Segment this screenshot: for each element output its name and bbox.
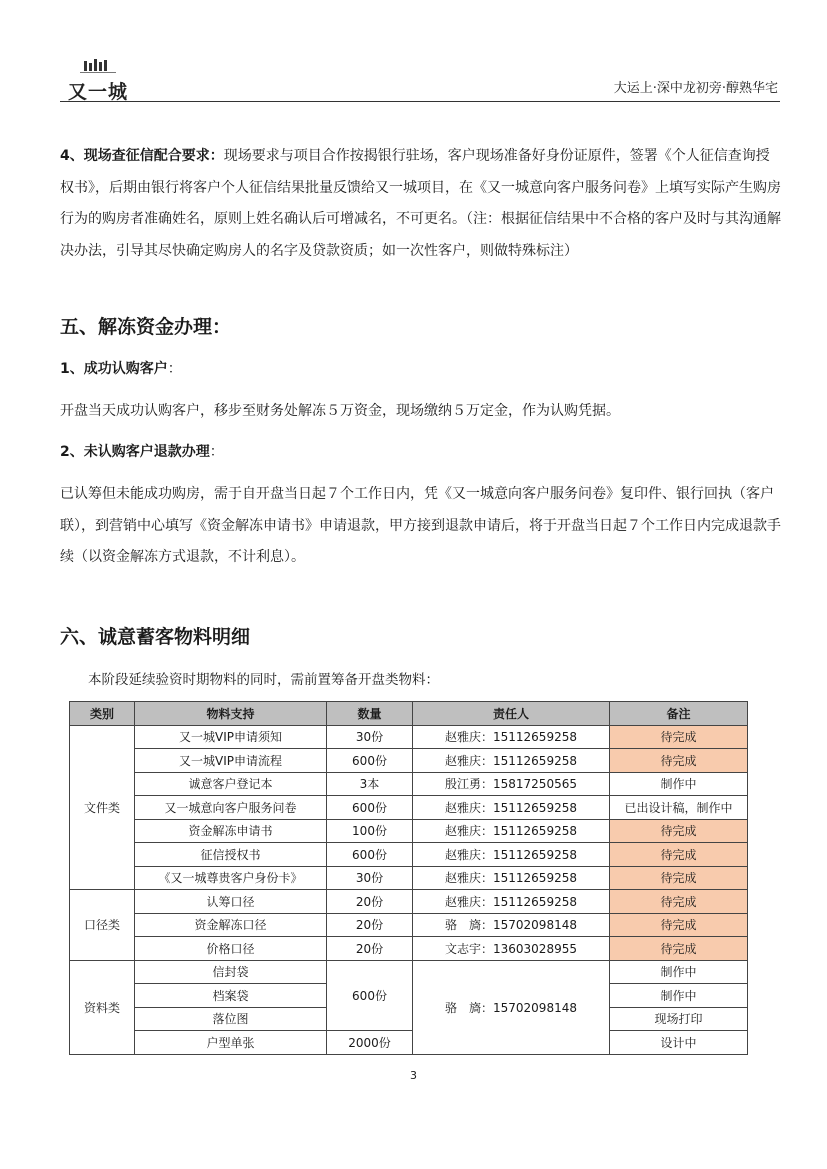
item-one-heading bbox=[60, 359, 182, 379]
table-row bbox=[70, 819, 748, 843]
material-cell: 又一城意向客户服务问卷 bbox=[135, 796, 327, 820]
material-cell: 诚意客户登记本 bbox=[135, 772, 327, 796]
header-note: 备注 bbox=[610, 702, 748, 726]
quantity-cell: 100份 bbox=[327, 819, 413, 843]
owner-cell: 文志宇：13603028955 bbox=[413, 937, 610, 961]
page-number: 3 bbox=[410, 1069, 417, 1082]
table-row bbox=[70, 725, 748, 749]
table-row bbox=[70, 843, 748, 867]
brand-logo bbox=[68, 59, 129, 103]
item-one-text: 开盘当天成功认购客户，移步至财务处解冻５万资金，现场缴纳５万定金，作为认购凭据。 bbox=[60, 403, 620, 419]
note-cell: 制作中 bbox=[610, 984, 748, 1008]
group-cell-scripts: 口径类 bbox=[70, 890, 135, 961]
owner-cell: 赵雅庆：15112659258 bbox=[413, 725, 610, 749]
material-cell: 又一城VIP申请流程 bbox=[135, 749, 327, 773]
table-row bbox=[70, 796, 748, 820]
material-cell: 认筹口径 bbox=[135, 890, 327, 914]
table-row bbox=[70, 890, 748, 914]
note-cell: 待完成 bbox=[610, 866, 748, 890]
note-cell: 制作中 bbox=[610, 960, 748, 984]
group-cell-collateral: 资料类 bbox=[70, 960, 135, 1054]
material-cell: 落位图 bbox=[135, 1007, 327, 1031]
note-cell: 现场打印 bbox=[610, 1007, 748, 1031]
quantity-cell: 30份 bbox=[327, 725, 413, 749]
item-two-heading bbox=[60, 442, 224, 462]
item-two-colon: ： bbox=[209, 444, 224, 460]
quantity-cell-shared: 600份 bbox=[327, 960, 413, 1031]
item-one-label: 1、成功认购客户 bbox=[60, 361, 168, 377]
header-slogan: 大运上·深中龙初旁·醇熟华宅 bbox=[613, 81, 778, 96]
note-cell: 设计中 bbox=[610, 1031, 748, 1055]
section-six-title: 六、诚意蓄客物料明细 bbox=[60, 626, 251, 648]
item-two-label: 2、未认购客户退款办理 bbox=[60, 444, 210, 460]
logo-text: 又一城 bbox=[68, 81, 129, 103]
note-cell: 待完成 bbox=[610, 937, 748, 961]
material-cell: 资金解冻口径 bbox=[135, 913, 327, 937]
note-cell: 待完成 bbox=[610, 749, 748, 773]
section-six-intro: 本阶段延续验资时期物料的同时，需前置筹备开盘类物料： bbox=[88, 672, 439, 688]
material-cell: 资金解冻申请书 bbox=[135, 819, 327, 843]
quantity-cell: 3本 bbox=[327, 772, 413, 796]
note-cell: 待完成 bbox=[610, 843, 748, 867]
material-cell: 档案袋 bbox=[135, 984, 327, 1008]
owner-cell: 赵雅庆：15112659258 bbox=[413, 890, 610, 914]
owner-cell: 骆 旖：15702098148 bbox=[413, 913, 610, 937]
material-cell: 户型单张 bbox=[135, 1031, 327, 1055]
owner-cell: 赵雅庆：15112659258 bbox=[413, 819, 610, 843]
header-material: 物料支持 bbox=[135, 702, 327, 726]
credit-check-body: 现场要求与项目合作按揭银行驻场，客户现场准备好身份证原件，签署《个人征信查询授权书》，后期由银行将客户个人征信结果批量反馈给又一城项目，在《又一城意向客户服务问卷》上填写实际产生购房行为的购房者准确姓名，原则上姓名确认后可增减名，不可更名。（注：根据征信结果中不合格的客户及时与其沟通解决办法，引导其尽快确定购房人的名字及贷款资质；如一次性客户，则做特殊标注） bbox=[60, 148, 781, 259]
owner-cell-shared: 骆 旖：15702098148 bbox=[413, 960, 610, 1054]
table-row bbox=[70, 937, 748, 961]
group-cell-documents: 文件类 bbox=[70, 725, 135, 890]
note-cell: 待完成 bbox=[610, 725, 748, 749]
header-category: 类别 bbox=[70, 702, 135, 726]
owner-cell: 赵雅庆：15112659258 bbox=[413, 796, 610, 820]
note-cell: 待完成 bbox=[610, 819, 748, 843]
item-one-colon: ： bbox=[167, 361, 182, 377]
table-row bbox=[70, 960, 748, 984]
page-header bbox=[60, 55, 780, 102]
table-row bbox=[70, 866, 748, 890]
note-cell: 待完成 bbox=[610, 890, 748, 914]
materials-table bbox=[69, 701, 748, 1055]
quantity-cell: 30份 bbox=[327, 866, 413, 890]
material-cell: 价格口径 bbox=[135, 937, 327, 961]
note-cell: 已出设计稿，制作中 bbox=[610, 796, 748, 820]
material-cell: 又一城VIP申请须知 bbox=[135, 725, 327, 749]
building-logo-icon bbox=[80, 59, 116, 73]
table-header-row bbox=[70, 702, 748, 726]
table-row bbox=[70, 913, 748, 937]
item-two-text: 已认筹但未能成功购房，需于自开盘当日起７个工作日内，凭《又一城意向客户服务问卷》复印件、银行回执（客户联），到营销中心填写《资金解冻申请书》申请退款，甲方接到退款申请后，将于开盘当日起７个工作日内完成退款手续（以资金解冻方式退款，不计利息）。 bbox=[60, 486, 781, 565]
owner-cell: 赵雅庆：15112659258 bbox=[413, 843, 610, 867]
material-cell: 《又一城尊贵客户身份卡》 bbox=[135, 866, 327, 890]
quantity-cell: 600份 bbox=[327, 749, 413, 773]
table-row bbox=[70, 772, 748, 796]
quantity-cell: 600份 bbox=[327, 843, 413, 867]
table-row bbox=[70, 749, 748, 773]
owner-cell: 殷江勇：15817250565 bbox=[413, 772, 610, 796]
quantity-cell: 600份 bbox=[327, 796, 413, 820]
material-cell: 征信授权书 bbox=[135, 843, 327, 867]
owner-cell: 赵雅庆：15112659258 bbox=[413, 749, 610, 773]
quantity-cell: 20份 bbox=[327, 937, 413, 961]
quantity-cell: 20份 bbox=[327, 913, 413, 937]
quantity-cell: 20份 bbox=[327, 890, 413, 914]
note-cell: 待完成 bbox=[610, 913, 748, 937]
section-five-title: 五、解冻资金办理： bbox=[60, 316, 232, 338]
credit-check-paragraph bbox=[60, 141, 782, 267]
material-cell: 信封袋 bbox=[135, 960, 327, 984]
note-cell: 制作中 bbox=[610, 772, 748, 796]
header-quantity: 数量 bbox=[327, 702, 413, 726]
credit-check-lead: 4、现场查征信配合要求： bbox=[60, 148, 224, 164]
owner-cell: 赵雅庆：15112659258 bbox=[413, 866, 610, 890]
quantity-cell: 2000份 bbox=[327, 1031, 413, 1055]
header-owner: 责任人 bbox=[413, 702, 610, 726]
table-row bbox=[70, 1031, 748, 1055]
